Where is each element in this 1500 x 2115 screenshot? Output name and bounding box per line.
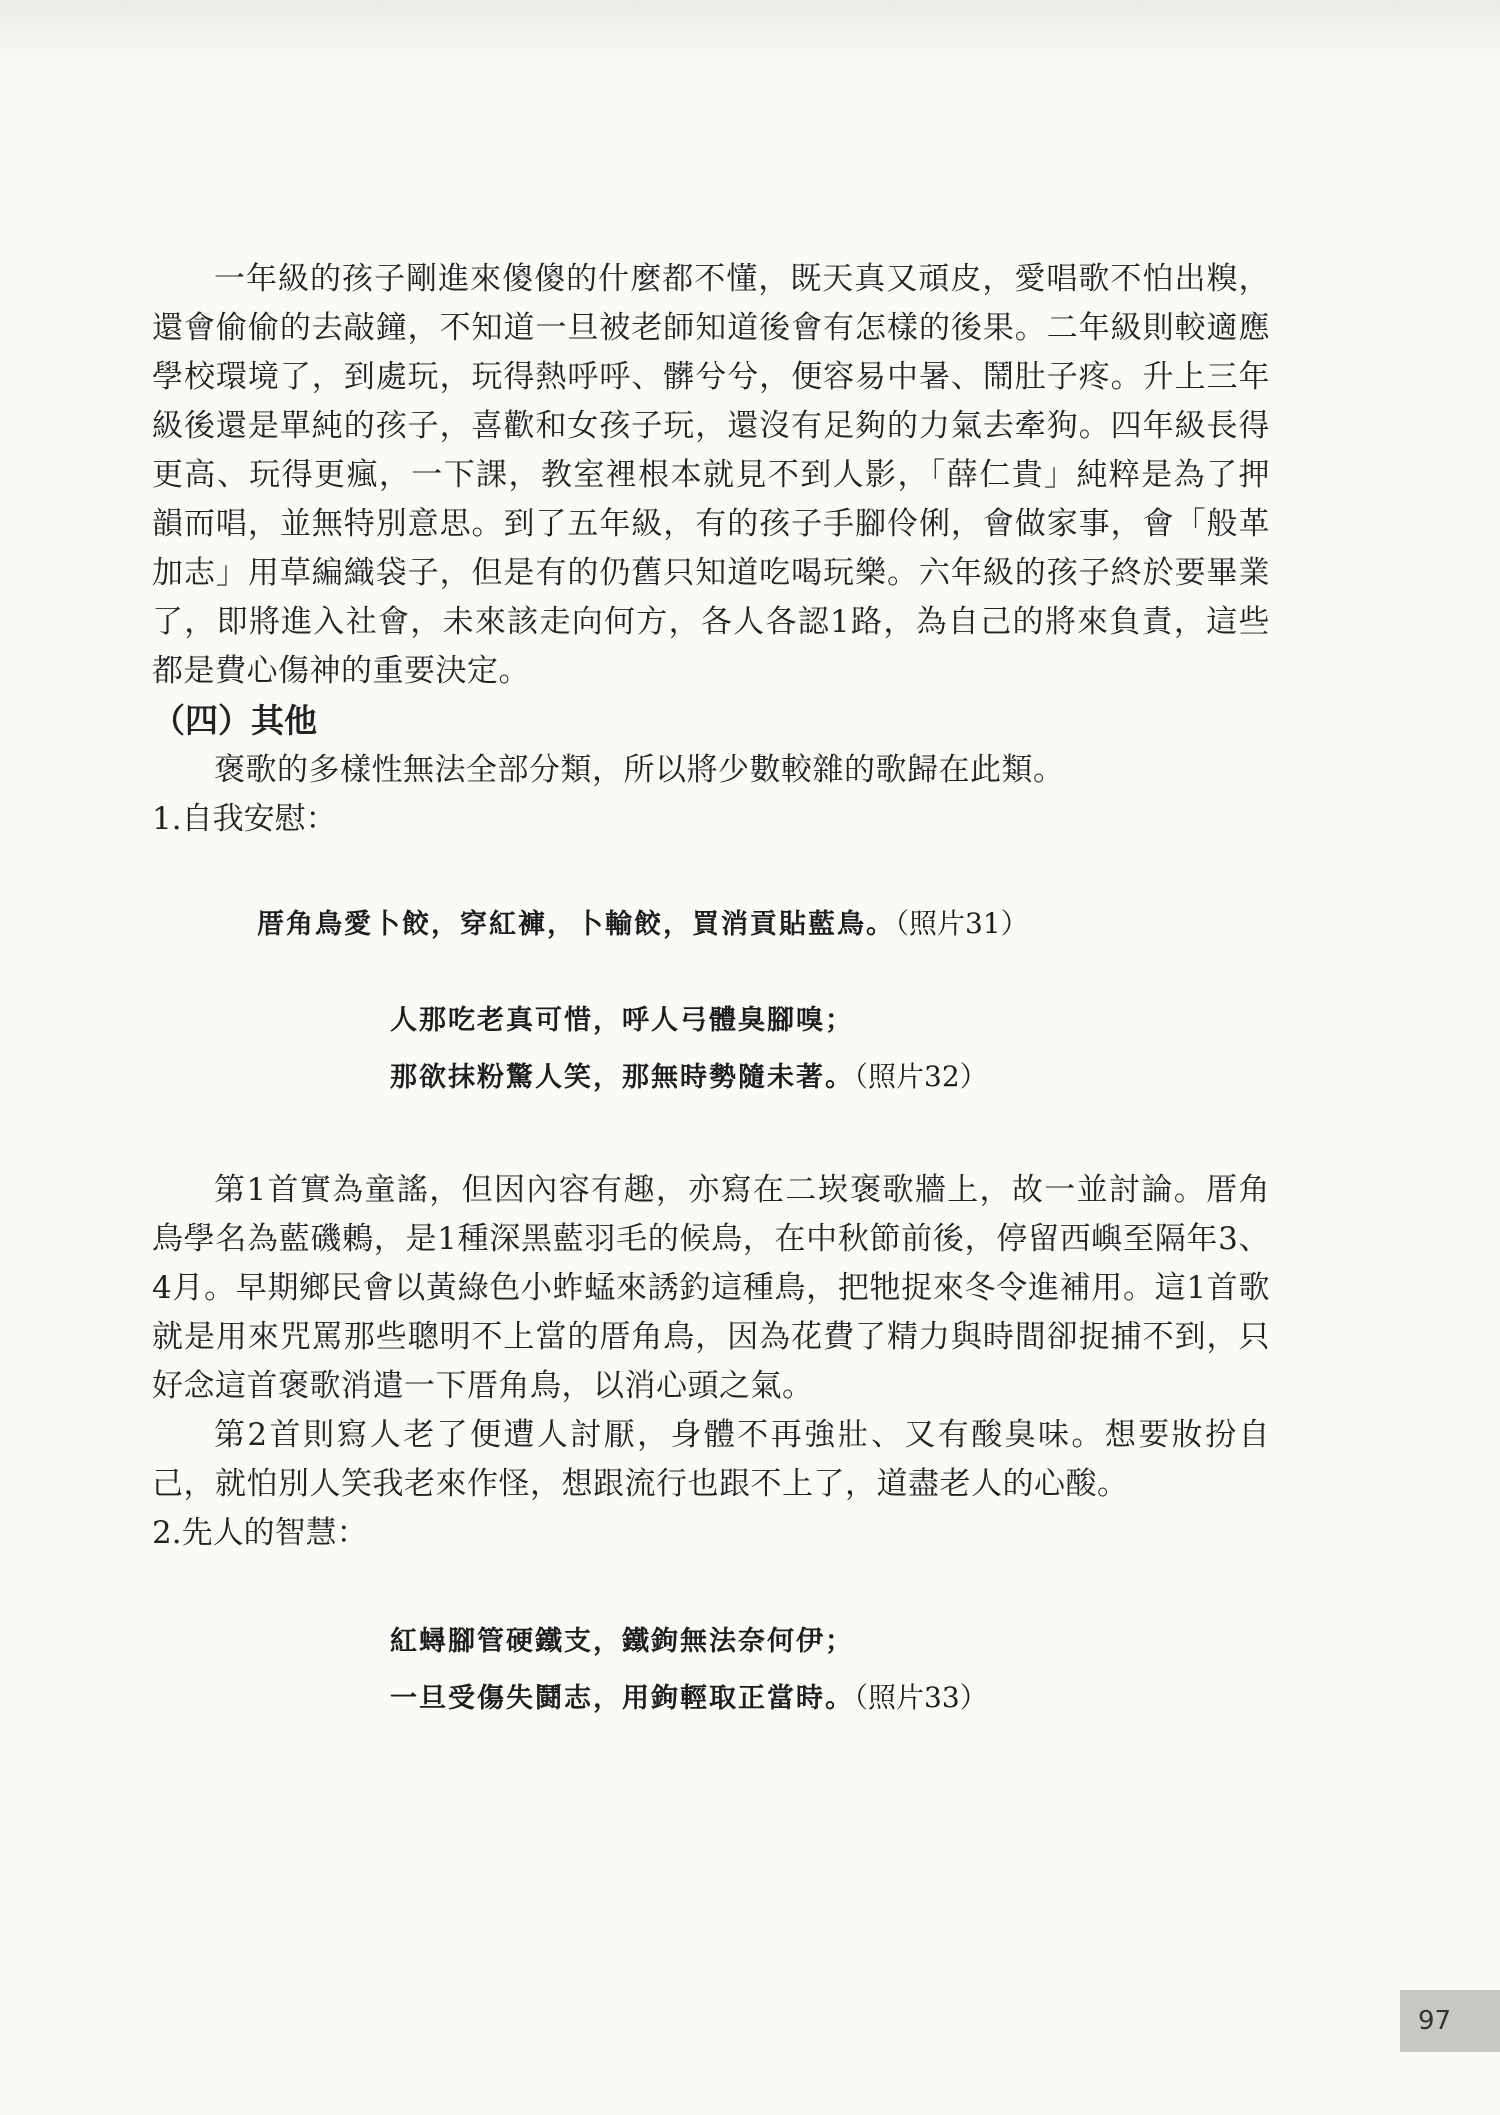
- paragraph-verse-1-discussion: 第1首實為童謠，但因內容有趣，亦寫在二崁褒歌牆上，故一並討論。厝角鳥學名為藍磯鶇，是1種深黑藍羽毛的候鳥，在中秋節前後，停留西嶼至隔年3、4月。早期鄉民會以黃綠色小蚱蜢來誘釣這種鳥，把牠捉來冬令進補用。這1首歌就是用來咒罵那些聰明不上當的厝角鳥，因為花費了精力與時間卻捉捕不到，只好念這首褒歌消遣一下厝角鳥，以消心頭之氣。: [152, 1172, 1270, 1404]
- verse-3-line-1: 紅蟳腳管硬鐵支，鐵鉤無法奈何伊；: [390, 1626, 854, 1657]
- scan-top-band: [0, 0, 1500, 62]
- paragraph-other-intro: 褒歌的多樣性無法全部分類，所以將少數較雜的歌歸在此類。: [214, 752, 1065, 788]
- verse-1-text: 厝角鳥愛卜餃，穿紅褲，卜輸餃，買消貢貼藍鳥。: [257, 909, 895, 940]
- verse-1-photo-ref: （照片31）: [895, 907, 1029, 940]
- page-number: 97: [1400, 1990, 1500, 2052]
- verse-2-line-2-text: 那欲抹粉驚人笑，那無時勢隨未著。: [390, 1062, 854, 1093]
- page-body: [152, 255, 1270, 1727]
- paragraph-grades: 一年級的孩子剛進來傻傻的什麼都不懂，既天真又頑皮，愛唱歌不怕出糗，還會偷偷的去敲鐘，不知道一旦被老師知道後會有怎樣的後果。二年級則較適應學校環境了，到處玩，玩得熱呼呼、髒兮兮，便容易中暑、鬧肚子疼。升上三年級後還是單純的孩子，喜歡和女孩子玩，還沒有足夠的力氣去牽狗。四年級長得更高、玩得更瘋，一下課，教室裡根本就見不到人影，「薛仁貴」純粹是為了押韻而唱，並無特別意思。到了五年級，有的孩子手腳伶俐，會做家事，會「般革加志」用草編織袋子，但是有的仍舊只知道吃喝玩樂。六年級的孩子終於要畢業了，即將進入社會，未來該走向何方，各人各認1路，為自己的將來負責，這些都是費心傷神的重要決定。: [152, 261, 1270, 689]
- verse-1: [152, 896, 1270, 953]
- list-item-self-comfort: 1.自我安慰：: [152, 801, 337, 837]
- verse-3-line-2-text: 一旦受傷失鬪志，用鉤輕取正當時。: [390, 1683, 854, 1714]
- section-heading: （四）其他: [152, 701, 317, 740]
- verse-2-line-2: [152, 1049, 1270, 1106]
- verse-2-line-1: 人那吃老真可惜，呼人弓體臭腳嗅；: [390, 1005, 854, 1036]
- paragraph-verse-2-discussion: 第2首則寫人老了便遭人討厭，身體不再強壯、又有酸臭味。想要妝扮自己，就怕別人笑我老來作怪，想跟流行也跟不上了，道盡老人的心酸。: [152, 1417, 1270, 1502]
- list-item-ancestors-wisdom: 2.先人的智慧：: [152, 1515, 368, 1551]
- verse-3-photo-ref: （照片33）: [854, 1681, 988, 1714]
- verse-3-line-2: [152, 1670, 1270, 1727]
- verse-2-photo-ref: （照片32）: [854, 1060, 988, 1093]
